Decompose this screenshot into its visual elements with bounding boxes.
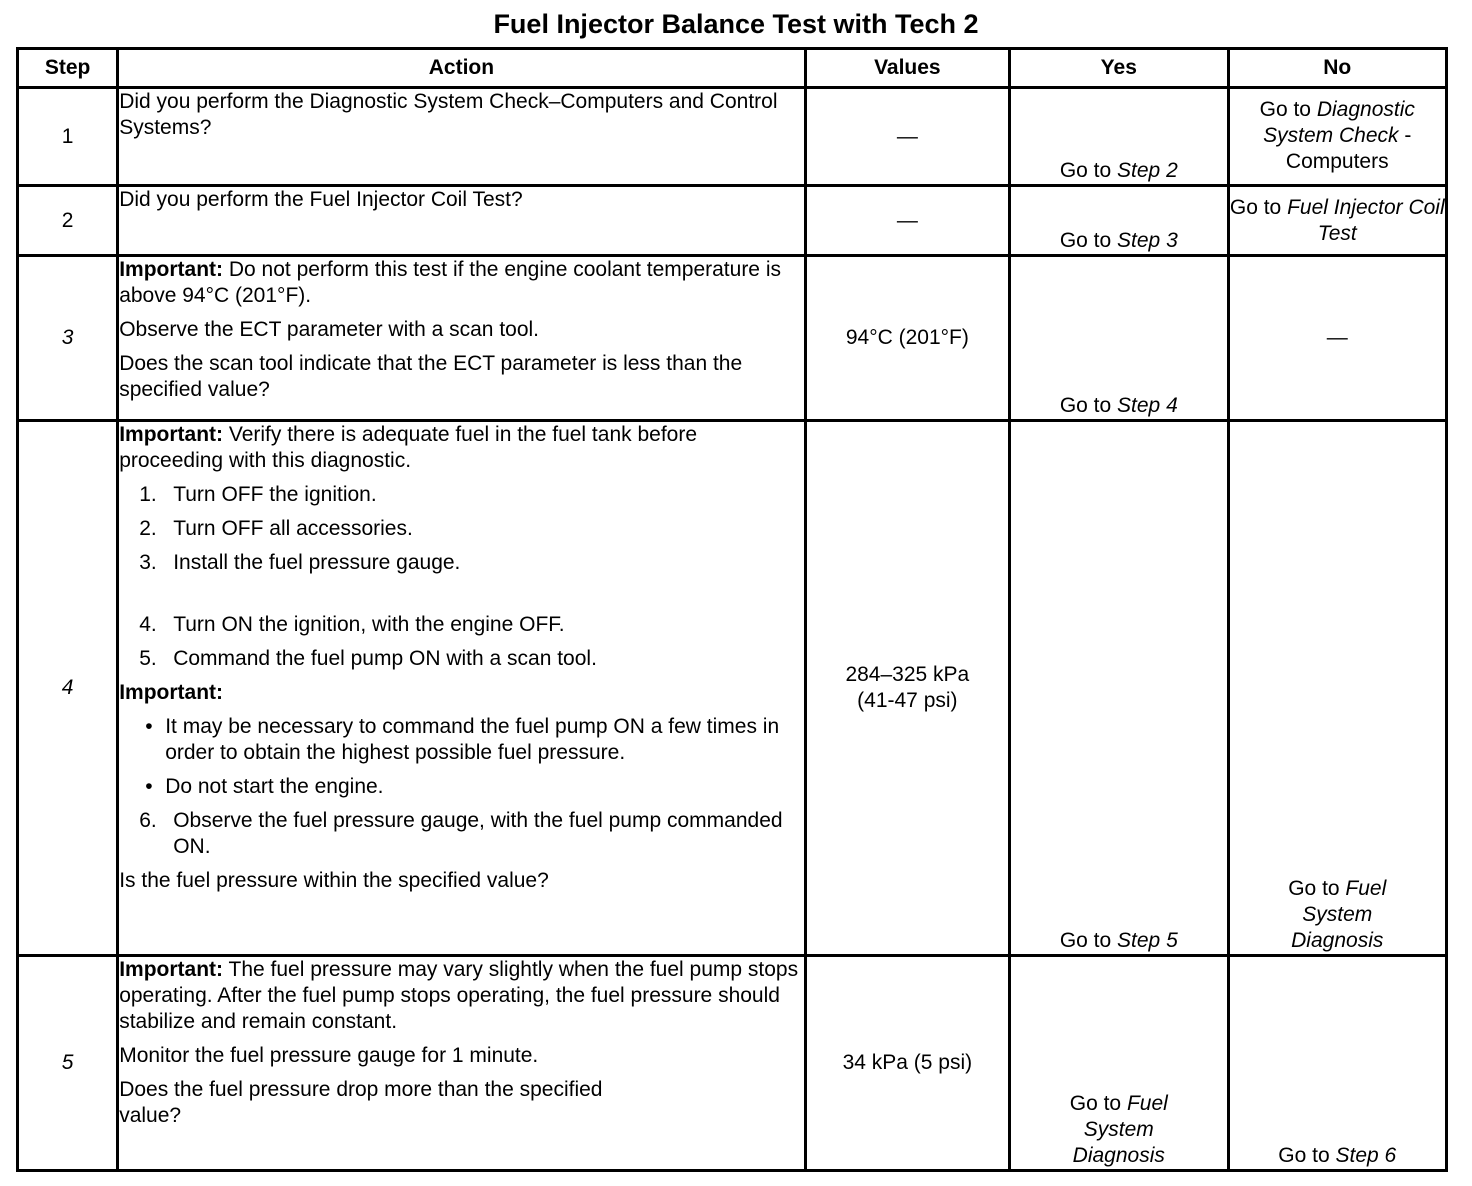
- header-values: Values: [805, 49, 1009, 88]
- action-question: Is the fuel pressure within the specified value?: [119, 868, 549, 892]
- value-cell: —: [805, 88, 1009, 186]
- no-link[interactable]: Diagnostic System Check: [1263, 98, 1415, 147]
- bullet-item: [145, 774, 803, 800]
- bullet-icon: •: [145, 714, 153, 738]
- list-item: [139, 646, 803, 672]
- table-row: [18, 956, 1447, 1171]
- header-step: Step: [18, 49, 118, 88]
- bullet-text: Do not start the engine.: [165, 774, 384, 798]
- list-number: 1.: [139, 482, 157, 506]
- bullet-text: It may be necessary to command the fuel pump ON a few times in order to obtain the highest possible fuel pressure.: [165, 714, 780, 764]
- important-note: [119, 257, 803, 309]
- no-link[interactable]: Fuel System Diagnosis: [1291, 877, 1387, 953]
- list-text: Observe the fuel pressure gauge, with the fuel pump commanded ON.: [173, 808, 783, 858]
- list-text: Install the fuel pressure gauge.: [173, 550, 461, 574]
- value-cell: 94°C (201°F): [805, 256, 1009, 420]
- important-label: Important:: [119, 258, 224, 282]
- important-text: The fuel pressure may vary slightly when the fuel pump stops operating. After the fuel pump stops operating, the fuel pressure should stabilize and remain constant.: [119, 958, 799, 1034]
- table-row: [18, 420, 1447, 955]
- no-prefix: Go to: [1288, 877, 1346, 901]
- action-cell: [118, 256, 805, 420]
- value-line: (41-47 psi): [857, 689, 958, 713]
- no-cell: [1228, 420, 1446, 955]
- action-cell: [118, 88, 805, 186]
- list-item: [139, 516, 803, 542]
- value-cell: —: [805, 186, 1009, 256]
- step-number: 3: [18, 256, 118, 420]
- procedure-table: [16, 47, 1448, 1172]
- no-prefix: Go to: [1278, 1144, 1336, 1167]
- yes-link[interactable]: Step 3: [1117, 229, 1178, 253]
- value-cell: 34 kPa (5 psi): [805, 956, 1009, 1171]
- action-cell: [118, 420, 805, 955]
- value-cell: [805, 420, 1009, 955]
- action-cell: [118, 186, 805, 256]
- important-label: Important:: [119, 958, 224, 982]
- list-item: [139, 808, 803, 860]
- yes-cell: [1010, 186, 1228, 256]
- no-link[interactable]: Fuel Injector Coil Test: [1287, 196, 1445, 246]
- list-number: 3.: [139, 550, 157, 574]
- table-row: [18, 256, 1447, 420]
- action-text: Observe the ECT parameter with a scan tool.: [119, 318, 540, 342]
- header-yes: Yes: [1010, 49, 1228, 88]
- no-link[interactable]: Step 6: [1335, 1144, 1397, 1167]
- header-action: Action: [118, 49, 805, 88]
- yes-link[interactable]: Step 4: [1117, 393, 1178, 417]
- list-text: Turn ON the ignition, with the engine OFF.: [173, 612, 565, 636]
- yes-cell: [1010, 88, 1228, 186]
- bullet-item: [145, 714, 803, 766]
- list-number: 2.: [139, 516, 157, 540]
- list-text: Turn OFF all accessories.: [173, 516, 413, 540]
- no-prefix: Go to: [1259, 98, 1317, 121]
- list-text: Turn OFF the ignition.: [173, 482, 377, 506]
- bullet-icon: •: [145, 774, 153, 798]
- yes-prefix: Go to: [1059, 229, 1118, 253]
- yes-prefix: Go to: [1059, 159, 1118, 183]
- page-title: Fuel Injector Balance Test with Tech 2: [493, 9, 979, 39]
- list-number: 5.: [139, 646, 157, 670]
- yes-prefix: Go to: [1059, 929, 1118, 953]
- yes-link[interactable]: Step 5: [1117, 929, 1178, 953]
- yes-prefix: Go to: [1069, 1092, 1127, 1115]
- important-note: [119, 957, 803, 1035]
- no-prefix: Go to: [1229, 196, 1288, 220]
- yes-cell: [1010, 256, 1228, 420]
- action-text: Monitor the fuel pressure gauge for 1 minute.: [119, 1044, 539, 1068]
- header-row: [18, 49, 1447, 88]
- table-row: [18, 186, 1447, 256]
- yes-cell: [1010, 420, 1228, 955]
- action-question: Does the fuel pressure drop more than the specified value?: [119, 1078, 603, 1128]
- yes-link[interactable]: Step 2: [1117, 159, 1178, 183]
- header-no: No: [1228, 49, 1446, 88]
- list-item: [139, 482, 803, 508]
- no-cell: [1228, 956, 1446, 1171]
- yes-link[interactable]: Fuel System Diagnosis: [1072, 1092, 1168, 1167]
- no-cell: [1228, 88, 1446, 186]
- important-label: Important:: [119, 422, 224, 446]
- no-cell: [1228, 186, 1446, 256]
- step-number: 5: [18, 956, 118, 1171]
- yes-cell: [1010, 956, 1228, 1171]
- list-item: [139, 612, 803, 638]
- step-number: 4: [18, 420, 118, 955]
- list-number: 4.: [139, 612, 157, 636]
- table-row: [18, 88, 1447, 186]
- action-question: Does the scan tool indicate that the ECT parameter is less than the specified value?: [119, 352, 743, 402]
- list-text: Command the fuel pump ON with a scan tool.: [173, 646, 597, 670]
- important-note: [119, 422, 803, 474]
- list-number: 6.: [139, 808, 157, 832]
- action-text: Did you perform the Fuel Injector Coil Test?: [119, 188, 523, 212]
- yes-prefix: Go to: [1059, 393, 1118, 417]
- important-label: Important:: [119, 680, 224, 704]
- step-number: 2: [18, 186, 118, 256]
- list-item: [139, 550, 803, 576]
- step-number: 1: [18, 88, 118, 186]
- no-suffix: - Computers: [1285, 124, 1412, 173]
- value-line: 284–325 kPa: [845, 663, 970, 687]
- important-text: Verify there is adequate fuel in the fuel tank before proceeding with this diagnostic.: [119, 422, 698, 472]
- no-cell: —: [1228, 256, 1446, 420]
- action-text: Did you perform the Diagnostic System Check–Computers and Control Systems?: [119, 90, 778, 139]
- action-cell: [118, 956, 805, 1171]
- important-text: Do not perform this test if the engine coolant temperature is above 94°C (201°F).: [119, 258, 781, 308]
